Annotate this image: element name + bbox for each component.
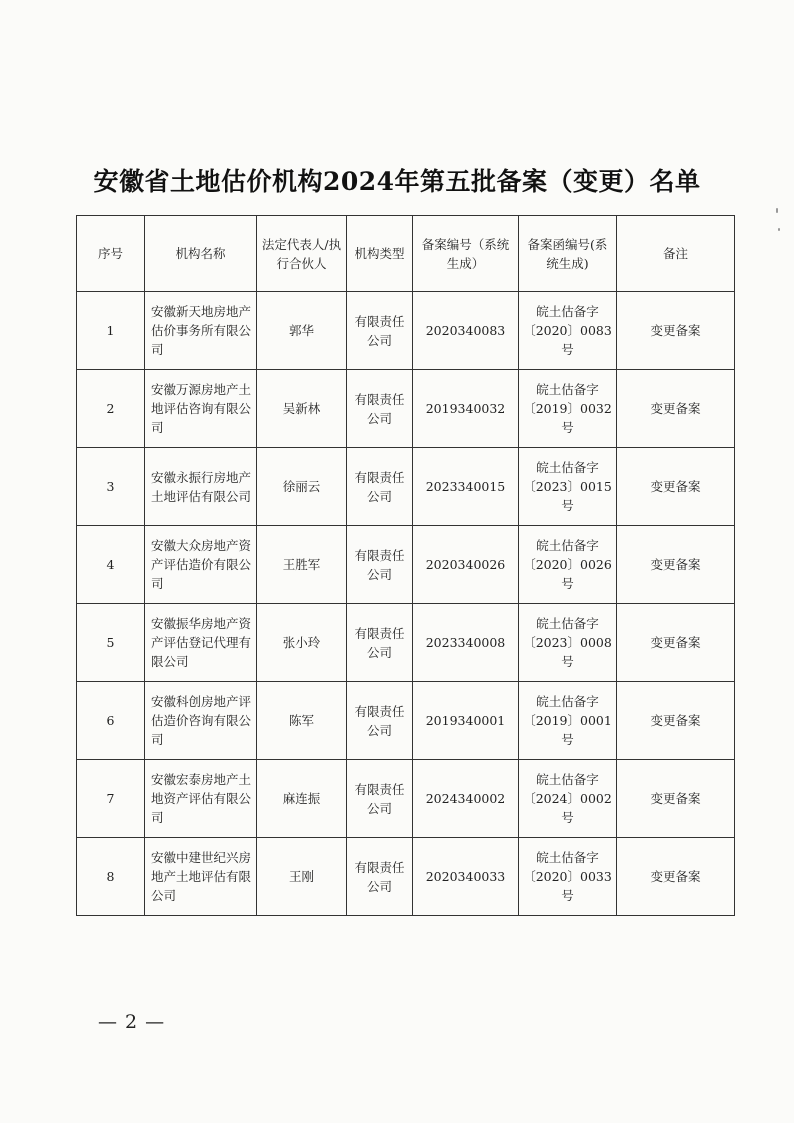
row-institution-name: 安徽永振行房地产土地评估有限公司 xyxy=(145,448,257,526)
row-index: 5 xyxy=(77,604,145,682)
row-representative: 徐丽云 xyxy=(257,448,347,526)
row-representative: 王刚 xyxy=(257,838,347,916)
row-note: 变更备案 xyxy=(617,292,735,370)
row-record-no: 2019340032 xyxy=(413,370,519,448)
table-row xyxy=(77,526,735,604)
scan-mark xyxy=(778,228,780,231)
row-representative: 吴新林 xyxy=(257,370,347,448)
row-note: 变更备案 xyxy=(617,526,735,604)
row-institution-name: 安徽科创房地产评估造价咨询有限公司 xyxy=(145,682,257,760)
row-letter-no: 皖土估备字〔2020〕0026号 xyxy=(519,526,617,604)
table-row xyxy=(77,448,735,526)
row-letter-no: 皖土估备字〔2020〕0033号 xyxy=(519,838,617,916)
row-type: 有限责任公司 xyxy=(347,682,413,760)
row-record-no: 2020340026 xyxy=(413,526,519,604)
row-index: 4 xyxy=(77,526,145,604)
row-record-no: 2023340008 xyxy=(413,604,519,682)
row-index: 3 xyxy=(77,448,145,526)
row-record-no: 2023340015 xyxy=(413,448,519,526)
table-row xyxy=(77,682,735,760)
row-type: 有限责任公司 xyxy=(347,526,413,604)
row-type: 有限责任公司 xyxy=(347,838,413,916)
row-letter-no: 皖土估备字〔2019〕0001号 xyxy=(519,682,617,760)
table-body xyxy=(77,292,735,916)
row-note: 变更备案 xyxy=(617,838,735,916)
table-row xyxy=(77,292,735,370)
row-index: 6 xyxy=(77,682,145,760)
row-note: 变更备案 xyxy=(617,370,735,448)
row-note: 变更备案 xyxy=(617,448,735,526)
row-institution-name: 安徽万源房地产土地评估咨询有限公司 xyxy=(145,370,257,448)
row-institution-name: 安徽振华房地产资产评估登记代理有限公司 xyxy=(145,604,257,682)
row-type: 有限责任公司 xyxy=(347,760,413,838)
table-row xyxy=(77,370,735,448)
table-header xyxy=(77,216,735,292)
row-type: 有限责任公司 xyxy=(347,604,413,682)
filing-roster-table xyxy=(76,215,735,916)
row-letter-no: 皖土估备字〔2023〕0008号 xyxy=(519,604,617,682)
table-row xyxy=(77,838,735,916)
row-representative: 王胜军 xyxy=(257,526,347,604)
header-index: 序号 xyxy=(77,216,145,292)
row-representative: 郭华 xyxy=(257,292,347,370)
row-letter-no: 皖土估备字〔2024〕0002号 xyxy=(519,760,617,838)
table-row xyxy=(77,604,735,682)
header-name: 机构名称 xyxy=(145,216,257,292)
row-record-no: 2020340033 xyxy=(413,838,519,916)
row-index: 8 xyxy=(77,838,145,916)
row-representative: 麻连振 xyxy=(257,760,347,838)
row-institution-name: 安徽宏泰房地产土地资产评估有限公司 xyxy=(145,760,257,838)
row-institution-name: 安徽大众房地产资产评估造价有限公司 xyxy=(145,526,257,604)
row-letter-no: 皖土估备字〔2023〕0015号 xyxy=(519,448,617,526)
scan-mark xyxy=(776,208,778,213)
row-representative: 张小玲 xyxy=(257,604,347,682)
row-representative: 陈军 xyxy=(257,682,347,760)
header-row xyxy=(77,216,735,292)
row-type: 有限责任公司 xyxy=(347,292,413,370)
row-letter-no: 皖土估备字〔2019〕0032号 xyxy=(519,370,617,448)
page-number: — 2 — xyxy=(98,1011,166,1033)
row-note: 变更备案 xyxy=(617,682,735,760)
page-title: 安徽省土地估价机构2024年第五批备案（变更）名单 xyxy=(93,167,701,196)
row-index: 2 xyxy=(77,370,145,448)
table-row xyxy=(77,760,735,838)
header-type: 机构类型 xyxy=(347,216,413,292)
row-index: 7 xyxy=(77,760,145,838)
row-letter-no: 皖土估备字〔2020〕0083号 xyxy=(519,292,617,370)
row-record-no: 2020340083 xyxy=(413,292,519,370)
row-type: 有限责任公司 xyxy=(347,448,413,526)
row-index: 1 xyxy=(77,292,145,370)
row-type: 有限责任公司 xyxy=(347,370,413,448)
row-record-no: 2019340001 xyxy=(413,682,519,760)
header-representative: 法定代表人/执行合伙人 xyxy=(257,216,347,292)
row-note: 变更备案 xyxy=(617,604,735,682)
row-institution-name: 安徽中建世纪兴房地产土地评估有限公司 xyxy=(145,838,257,916)
row-record-no: 2024340002 xyxy=(413,760,519,838)
header-letter-no: 备案函编号(系统生成) xyxy=(519,216,617,292)
header-record-no: 备案编号（系统生成） xyxy=(413,216,519,292)
row-note: 变更备案 xyxy=(617,760,735,838)
row-institution-name: 安徽新天地房地产估价事务所有限公司 xyxy=(145,292,257,370)
header-note: 备注 xyxy=(617,216,735,292)
